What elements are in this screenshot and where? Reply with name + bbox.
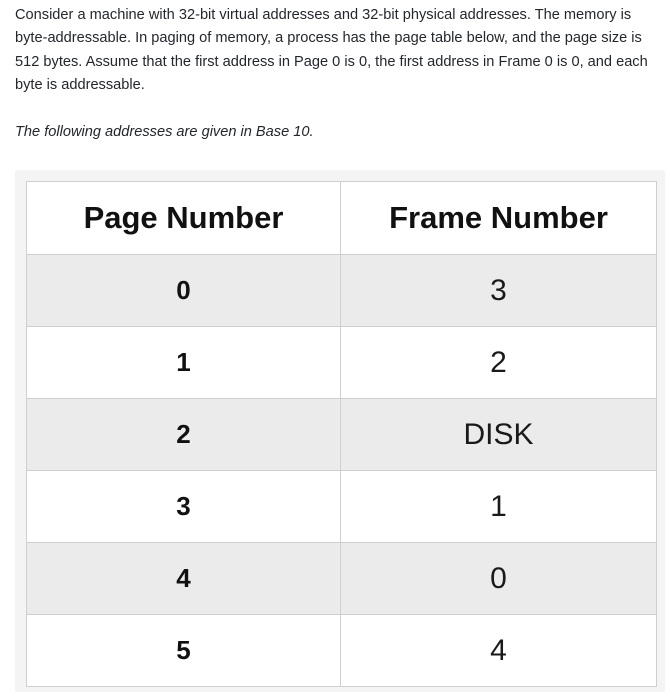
page-number-header: Page Number bbox=[27, 182, 341, 255]
page-number-cell: 1 bbox=[27, 327, 341, 399]
base-note: The following addresses are given in Base 10. bbox=[15, 124, 314, 140]
page-number-cell: 2 bbox=[27, 399, 341, 471]
table-row bbox=[27, 399, 657, 471]
table-row bbox=[27, 471, 657, 543]
page-table bbox=[26, 181, 657, 687]
page-number-cell: 0 bbox=[27, 255, 341, 327]
table-row bbox=[27, 543, 657, 615]
frame-number-cell: DISK bbox=[341, 399, 657, 471]
question-text: Consider a machine with 32-bit virtual addresses and 32-bit physical addresses. The memory is byte-addressable. In paging of memory, a process has the page table below, and the page size is 512 bytes. Assume that the first address in Page 0 is 0, the first address in Frame 0 is 0, and each byte is addressable. bbox=[15, 7, 648, 94]
table-row bbox=[27, 327, 657, 399]
table-row bbox=[27, 615, 657, 687]
page-table-container bbox=[15, 170, 665, 692]
frame-number-cell: 1 bbox=[341, 471, 657, 543]
page-number-cell: 3 bbox=[27, 471, 341, 543]
frame-number-cell: 0 bbox=[341, 543, 657, 615]
table-row bbox=[27, 255, 657, 327]
frame-number-header: Frame Number bbox=[341, 182, 657, 255]
page-number-cell: 4 bbox=[27, 543, 341, 615]
frame-number-cell: 2 bbox=[341, 327, 657, 399]
frame-number-cell: 3 bbox=[341, 255, 657, 327]
frame-number-cell: 4 bbox=[341, 615, 657, 687]
page-number-cell: 5 bbox=[27, 615, 341, 687]
table-header-row bbox=[27, 182, 657, 255]
